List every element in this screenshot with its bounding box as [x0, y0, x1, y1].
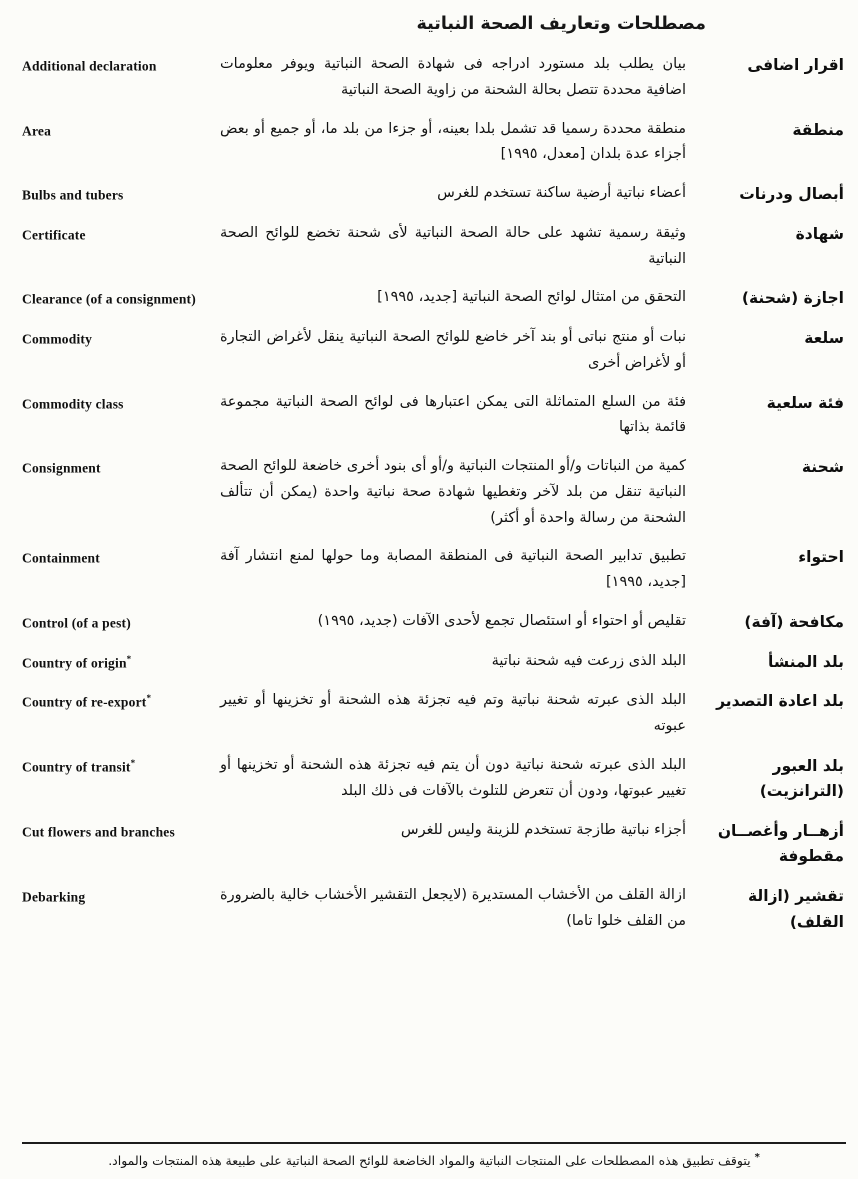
glossary-entry	[22, 753, 844, 805]
english-term-text: Certificate	[22, 227, 86, 243]
english-term-text: Cut flowers and branches	[22, 824, 175, 840]
english-term-text: Control (of a pest)	[22, 615, 131, 631]
glossary-entry	[22, 818, 844, 870]
english-term	[22, 390, 200, 413]
term-superscript-marker: *	[146, 693, 152, 704]
glossary-entry	[22, 181, 844, 208]
arabic-term: اقرار اضافى	[747, 56, 844, 74]
footnote-text: يتوقف تطبيق هذه المصطلحات على المنتجات النباتية والمواد الخاضعة للوائح الصحة النباتية على طبيعة هذه المنتجات والمواد.	[108, 1153, 751, 1169]
arabic-term: بلد المنشأ	[768, 652, 844, 671]
english-term	[22, 883, 200, 906]
arabic-definition: كمية من النباتات و/أو المنتجات النباتية و/أو أى بنود أخرى خاضعة للوائح الصحة النباتية تنقل من بلد لآخر وتغطيها شهادة صحة نباتية واحدة (يمكن أن تتألف الشحنة من رسالة واحدة أو أكثر)	[220, 458, 686, 526]
arabic-term: منطقة	[792, 120, 844, 139]
english-term	[22, 818, 200, 841]
english-term	[22, 181, 200, 204]
arabic-definition: نبات أو منتج نباتى أو بند آخر خاضع للوائح الصحة النباتية ينقل لأغراض التجارة أو لأغراض أخرى	[220, 328, 686, 371]
english-term-text: Commodity	[22, 331, 93, 347]
glossary-entry	[22, 221, 844, 273]
arabic-term: اجازة (شحنة)	[741, 289, 844, 308]
arabic-term: احتواء	[798, 548, 844, 567]
english-term	[22, 221, 200, 244]
glossary-entry	[22, 454, 844, 531]
english-term-text: Consignment	[22, 460, 101, 476]
english-term	[22, 649, 200, 672]
glossary-entry	[22, 117, 844, 169]
arabic-term: فئة سلعية	[766, 393, 844, 412]
english-term-text: Bulbs and tubers	[22, 187, 124, 203]
arabic-term: بلد اعادة التصدير	[716, 692, 844, 711]
arabic-definition: بيان يطلب بلد مستورد ادراجه فى شهادة الصحة النباتية ويوفر معلومات اضافية محددة تتصل بحالة الشحنة من زاوية الصحة النباتية	[220, 56, 686, 98]
glossary-entry	[22, 544, 844, 596]
arabic-definition: ازالة القلف من الأخشاب المستديرة (لايجعل التقشير الأخشاب خالية بالضرورة من القلف خلوا تاما)	[220, 887, 686, 929]
arabic-definition: وثيقة رسمية تشهد على حالة الصحة النباتية لأى شحنة تخضع للوائح الصحة النباتية	[220, 224, 686, 267]
glossary-entry	[22, 285, 844, 312]
glossary-entry	[22, 688, 844, 740]
arabic-definition: البلد الذى زرعت فيه شحنة نباتية	[491, 652, 686, 669]
english-term-text: Clearance (of a consignment)	[22, 291, 196, 307]
english-term	[22, 52, 200, 75]
english-term-text: Additional declaration	[22, 58, 157, 74]
arabic-term: سلعة	[804, 328, 844, 347]
footnote-divider	[22, 1142, 846, 1144]
english-term-text: Country of re-export	[22, 694, 147, 710]
english-term-text: Area	[22, 123, 52, 139]
arabic-definition: البلد الذى عبرته شحنة نباتية دون أن يتم فيه تجزئة هذه الشحنة أو تخزينها أو تغيير عبوتها، ودون أن تتعرض للتلوث بالآفات فى ذلك البلد	[220, 756, 686, 799]
footnote	[22, 1150, 846, 1171]
arabic-term: بلد العبور (الترانزيت)	[759, 756, 844, 801]
glossary-entry	[22, 325, 844, 377]
arabic-term: أبصال ودرنات	[739, 185, 844, 204]
english-term-text: Containment	[22, 550, 100, 566]
english-term-text: Debarking	[22, 889, 86, 905]
english-term	[22, 325, 200, 348]
footnote-section	[22, 1142, 846, 1171]
arabic-term: شحنة	[801, 458, 844, 477]
term-superscript-marker: *	[126, 653, 132, 664]
glossary-entry	[22, 883, 844, 935]
arabic-term: أزهــار وأغصــان مقطوفة	[717, 821, 844, 866]
english-term-text: Country of origin	[22, 655, 127, 671]
english-term	[22, 117, 200, 140]
english-term	[22, 688, 200, 711]
term-superscript-marker: *	[130, 757, 136, 768]
arabic-definition: البلد الذى عبرته شحنة نباتية وتم فيه تجزئة هذه الشحنة أو تخزينها أو تغيير عبوته	[220, 692, 686, 734]
english-term-text: Commodity class	[22, 396, 124, 411]
arabic-term: شهادة	[795, 224, 844, 243]
arabic-definition: تطبيق تدابير الصحة النباتية فى المنطقة المصابة وما حولها لمنع انتشار آفة [جديد، ١٩٩٥]	[220, 548, 686, 591]
english-term	[22, 753, 200, 776]
footnote-marker: *	[754, 1152, 760, 1164]
arabic-definition: أجزاء نباتية طازجة تستخدم للزينة وليس للغرس	[400, 821, 686, 838]
english-term	[22, 609, 200, 632]
glossary-entry	[22, 649, 844, 676]
arabic-term: تقشير (ازالة القلف)	[748, 887, 844, 931]
arabic-definition: التحقق من امتثال لوائح الصحة النباتية [جديد، ١٩٩٥]	[377, 289, 686, 306]
arabic-definition: تقليص أو احتواء أو استئصال تجمع لأحدى الآفات (جديد، ١٩٩٥)	[317, 613, 686, 630]
glossary-entry	[22, 52, 844, 104]
english-term	[22, 454, 200, 477]
arabic-definition: أعضاء نباتية أرضية ساكنة تستخدم للغرس	[437, 185, 686, 202]
arabic-term: مكافحة (آفة)	[744, 613, 844, 632]
arabic-definition: منطقة محددة رسميا قد تشمل بلدا بعينه، أو جزءا من بلد ما، أو جميع أو بعض أجزاء عدة بلدان [معدل، ١٩٩٥]	[220, 120, 686, 163]
glossary-list	[22, 52, 844, 935]
english-term-text: Country of transit	[22, 759, 131, 775]
english-term	[22, 285, 200, 308]
glossary-entry	[22, 609, 844, 636]
glossary-entry	[22, 390, 844, 442]
page-title: مصطلحات وتعاريف الصحة النباتية	[416, 14, 706, 34]
english-term	[22, 544, 200, 567]
arabic-definition: فئة من السلع المتماثلة التى يمكن اعتبارها فى لوائح الصحة النباتية مجموعة قائمة بذاتها	[220, 393, 686, 436]
